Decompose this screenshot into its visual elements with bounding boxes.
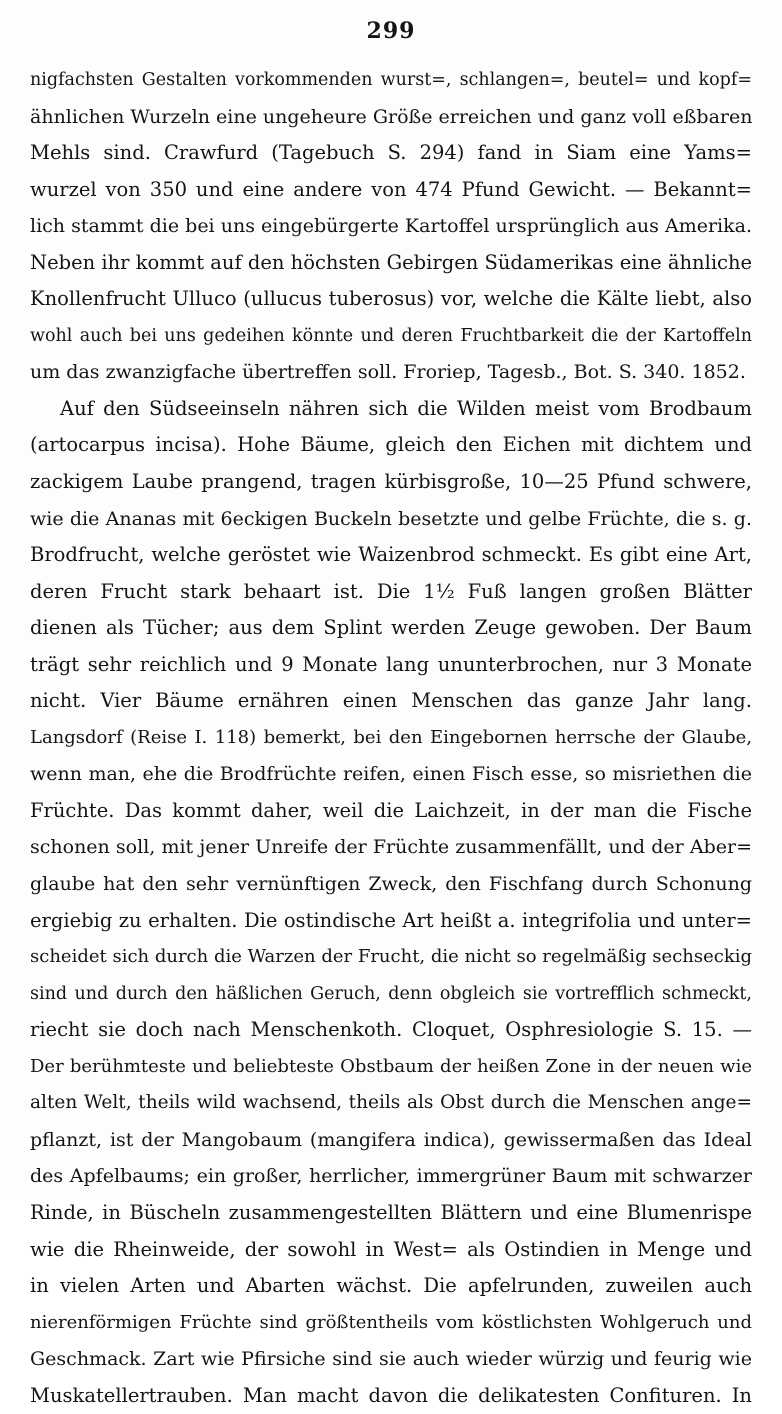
text-line: nigfachsten Gestalten vorkommenden wurst=, schlangen=, beutel= und kopf= <box>30 70 752 90</box>
text-line: Der berühmteste und beliebteste Obstbaum der heißen Zone in der neuen wie <box>30 1055 752 1077</box>
text-line: ähnlichen Wurzeln eine ungeheure Größe erreichen und ganz voll eßbaren <box>30 105 752 128</box>
text-line: glaube hat den sehr vernünftigen Zweck, den Fischfang durch Schonung <box>30 873 752 896</box>
text-line: Langsdorf (Reise I. 118) bemerkt, bei den Eingebornen herrsche der Glaube, <box>30 726 752 748</box>
text-line: scheidet sich durch die Warzen der Frucht, die nicht so regelmäßig sechseckig <box>30 946 752 968</box>
text-line: pflanzt, ist der Mangobaum (mangifera indica), gewissermaßen das Ideal <box>30 1128 752 1151</box>
text-line: Früchte. Das kommt daher, weil die Laichzeit, in der man die Fische <box>30 798 752 822</box>
page-number: 299 <box>366 18 416 44</box>
text-line: (artocarpus incisa). Hohe Bäume, gleich den Eichen mit dichtem und <box>30 433 752 457</box>
text-line: dienen als Tücher; aus dem Splint werden Zeuge gewoben. Der Baum <box>30 616 752 640</box>
text-line: wie die Ananas mit 6eckigen Buckeln besetzte und gelbe Früchte, die s. g. <box>30 507 752 530</box>
text-line: riecht sie doch nach Menschenkoth. Cloquet, Osphresiologie S. 15. — <box>30 1018 752 1042</box>
paragraph-end-line: um das zwanzigfache übertreffen soll. Froriep, Tagesb., Bot. S. 340. 1852. <box>30 361 746 384</box>
text-line: wohl auch bei uns gedeihen könnte und deren Fruchtbarkeit die der Kartoffeln <box>30 325 752 346</box>
text-line: wurzel von 350 und eine andere von 474 Pfund Gewicht. — Bekannt= <box>30 177 752 201</box>
text-line: wie die Rheinweide, der sowohl in West= als Ostindien in Menge und <box>30 1237 752 1261</box>
text-line: des Apfelbaums; ein großer, herrlicher, immergrüner Baum mit schwarzer <box>30 1165 752 1188</box>
text-line: schonen soll, mit jener Unreife der Früchte zusammenfällt, und der Aber= <box>30 836 752 859</box>
text-line: nierenförmigen Früchte sind größtentheils vom köstlichsten Wohlgeruch und <box>30 1311 752 1333</box>
text-line: trägt sehr reichlich und 9 Monate lang ununterbrochen, nur 3 Monate <box>30 652 752 676</box>
text-line: Neben ihr kommt auf den höchsten Gebirgen Südamerikas eine ähnliche <box>30 250 752 274</box>
text-line: Mehls sind. Crawfurd (Tagebuch S. 294) fand in Siam eine Yams= <box>30 141 752 165</box>
text-line: wenn man, ehe die Brodfrüchte reifen, einen Fisch esse, so misriethen die <box>30 763 752 786</box>
text-line: lich stammt die bei uns eingebürgerte Kartoffel ursprünglich aus Amerika. <box>30 215 752 238</box>
paragraph-start-line: Auf den Südseeinseln nähren sich die Wilden meist vom Brodbaum <box>60 396 752 420</box>
text-line: Rinde, in Büscheln zusammengestellten Blättern und eine Blumenrispe <box>30 1200 752 1224</box>
text-line: in vielen Arten und Abarten wächst. Die apfelrunden, zuweilen auch <box>30 1274 752 1298</box>
text-line: zackigem Laube prangend, tragen kürbisgroße, 10—25 Pfund schwere, <box>30 470 752 494</box>
text-line: alten Welt, theils wild wachsend, theils als Obst durch die Menschen ange= <box>30 1092 752 1114</box>
text-line: Geschmack. Zart wie Pfirsiche sind sie auch wieder würzig und feurig wie <box>30 1348 752 1371</box>
text-line: sind und durch den häßlichen Geruch, denn obgleich sie vortrefflich schmeckt, <box>30 983 752 1004</box>
text-line: Muskatellertrauben. Man macht davon die delikatesten Confituren. In <box>30 1383 752 1407</box>
text-line: Knollenfrucht Ulluco (ullucus tuberosus) vor, welche die Kälte liebt, also <box>30 287 752 311</box>
text-line: ergiebig zu erhalten. Die ostindische Art heißt a. integrifolia und unter= <box>30 908 752 932</box>
text-line: Brodfrucht, welche geröstet wie Waizenbrod schmeckt. Es gibt eine Art, <box>30 543 752 567</box>
text-line: nicht. Vier Bäume ernähren einen Menschen das ganze Jahr lang. <box>30 689 752 713</box>
body-text <box>30 62 752 1414</box>
text-line: deren Frucht stark behaart ist. Die 1½ Fuß langen großen Blätter <box>30 579 752 603</box>
